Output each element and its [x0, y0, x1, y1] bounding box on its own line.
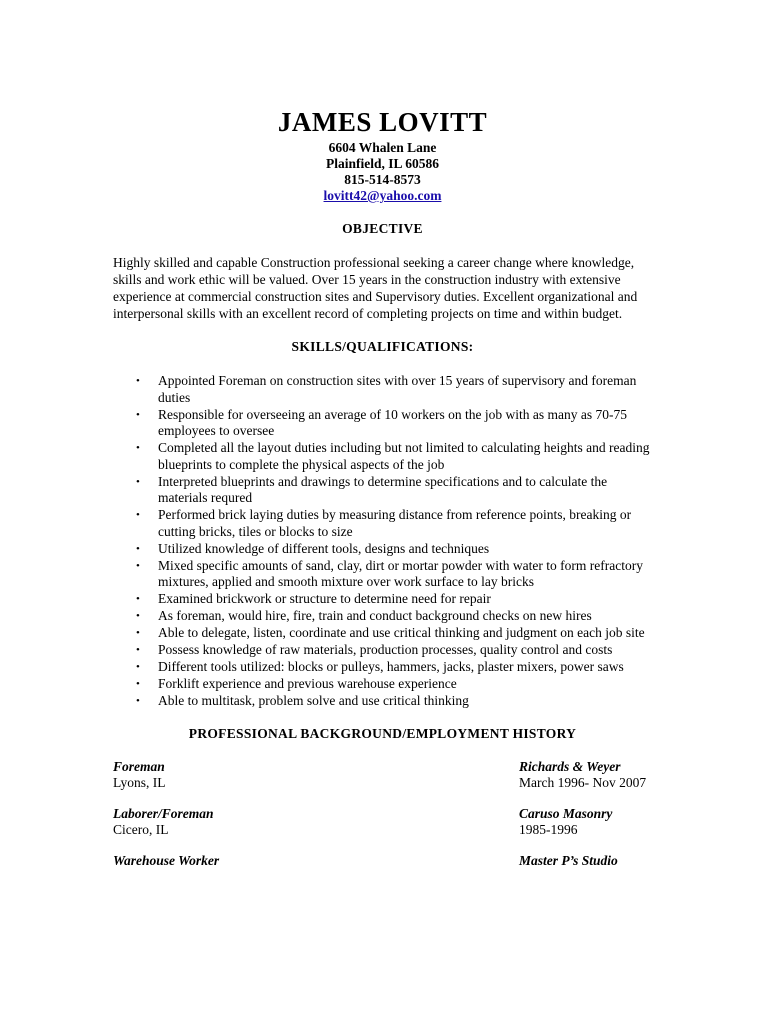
- skill-item: [136, 693, 658, 710]
- job-right-column: [519, 806, 659, 839]
- bullet-icon: •: [136, 610, 140, 622]
- skill-item: [136, 473, 658, 507]
- bullet-icon: •: [136, 442, 140, 454]
- skill-text: Examined brickwork or structure to determine need for repair: [158, 591, 491, 606]
- bullet-icon: •: [136, 627, 140, 639]
- job-entry: [113, 806, 650, 839]
- skill-text: Possess knowledge of raw materials, production processes, quality control and costs: [158, 642, 613, 657]
- bullet-icon: •: [136, 375, 140, 387]
- job-company: Richards & Weyer: [519, 758, 621, 774]
- skill-text: Interpreted blueprints and drawings to determine specifications and to calculate the materials requred: [158, 473, 608, 505]
- bullet-icon: •: [136, 678, 140, 690]
- skill-item: [136, 625, 658, 642]
- skills-list: [113, 373, 658, 710]
- contact-block: [113, 140, 652, 204]
- skill-item: [136, 676, 658, 693]
- job-left-column: [113, 806, 214, 839]
- phone-number: 815-514-8573: [344, 172, 421, 187]
- job-location: Lyons, IL: [113, 775, 166, 790]
- skill-item: [136, 406, 658, 440]
- skill-text: Able to delegate, listen, coordinate and use critical thinking and judgment on each job site: [158, 625, 645, 640]
- job-entry: [113, 759, 650, 792]
- job-title: Warehouse Worker: [113, 852, 220, 868]
- address-line-2: Plainfield, IL 60586: [326, 156, 439, 171]
- skill-item: [136, 608, 658, 625]
- objective-line: Highly skilled and capable Construction professional seeking a career change where knowledge,: [113, 255, 635, 270]
- skill-item: [136, 373, 658, 406]
- job-company: Caruso Masonry: [519, 805, 613, 821]
- email-link[interactable]: lovitt42@yahoo.com: [323, 188, 442, 203]
- bullet-icon: •: [136, 475, 140, 488]
- skill-item: [136, 440, 658, 473]
- skill-item: [136, 659, 658, 676]
- skill-text: Mixed specific amounts of sand, clay, dirt or mortar powder with water to form refractory mixtures, applied and smooth mixture over work surface to lay bricks: [158, 557, 643, 589]
- skill-text: Responsible for overseeing an average of 10 workers on the job with as many as 70-75 employees to oversee: [158, 406, 627, 438]
- bullet-icon: •: [136, 593, 140, 605]
- skill-text: Able to multitask, problem solve and use critical thinking: [158, 693, 469, 708]
- job-entry: [113, 853, 650, 886]
- skill-item: [136, 642, 658, 659]
- skill-text: Completed all the layout duties including but not limited to calculating heights and reading blueprints to complete the physical aspects of the job: [158, 440, 650, 472]
- skill-item: [136, 540, 658, 558]
- objective-text: [113, 254, 643, 322]
- job-left-column: [113, 853, 219, 870]
- objective-line: interpersonal skills with an excellent record of completing projects on time and within budget.: [113, 306, 623, 321]
- employment-list: [113, 759, 650, 886]
- bullet-icon: •: [136, 408, 140, 421]
- job-company: Master P’s Studio: [519, 852, 618, 868]
- skill-text: As foreman, would hire, fire, train and conduct background checks on new hires: [158, 608, 592, 623]
- skill-text: Utilized knowledge of different tools, designs and techniques: [158, 540, 490, 556]
- job-left-column: [113, 759, 166, 792]
- bullet-icon: •: [136, 542, 140, 555]
- skills-heading: SKILLS/QUALIFICATIONS:: [291, 339, 474, 354]
- skill-item: [136, 507, 658, 540]
- objective-line: skills and work ethic will be valued. Over 15 years in the construction industry with extensive: [113, 272, 621, 287]
- job-right-column: [519, 853, 659, 870]
- skill-item: [136, 591, 658, 608]
- skill-text: Performed brick laying duties by measuring distance from reference points, breaking or cutting bricks, tiles or blocks to size: [158, 507, 632, 539]
- bullet-icon: •: [136, 509, 140, 521]
- skill-text: Different tools utilized: blocks or pulleys, hammers, jacks, plaster mixers, power saws: [158, 659, 624, 674]
- job-location: Cicero, IL: [113, 822, 169, 837]
- address-line-1: 6604 Whalen Lane: [328, 140, 437, 155]
- bullet-icon: •: [136, 559, 140, 572]
- bullet-icon: •: [136, 661, 140, 673]
- job-title: Laborer/Foreman: [113, 805, 214, 821]
- skill-text: Appointed Foreman on construction sites with over 15 years of supervisory and foreman duties: [158, 373, 637, 405]
- skill-item: [136, 557, 658, 591]
- objective-line: experience at commercial construction sites and Supervisory duties. Excellent organizational and: [113, 289, 638, 304]
- job-dates: March 1996- Nov 2007: [519, 775, 647, 790]
- objective-heading: OBJECTIVE: [342, 221, 423, 236]
- candidate-name: JAMES LOVITT: [277, 107, 488, 137]
- employment-heading: PROFESSIONAL BACKGROUND/EMPLOYMENT HISTORY: [188, 725, 577, 741]
- bullet-icon: •: [136, 695, 140, 707]
- job-title: Foreman: [113, 758, 165, 774]
- skill-text: Forklift experience and previous warehouse experience: [158, 676, 457, 691]
- job-right-column: [519, 759, 659, 792]
- job-dates: 1985-1996: [519, 822, 578, 837]
- bullet-icon: •: [136, 644, 140, 656]
